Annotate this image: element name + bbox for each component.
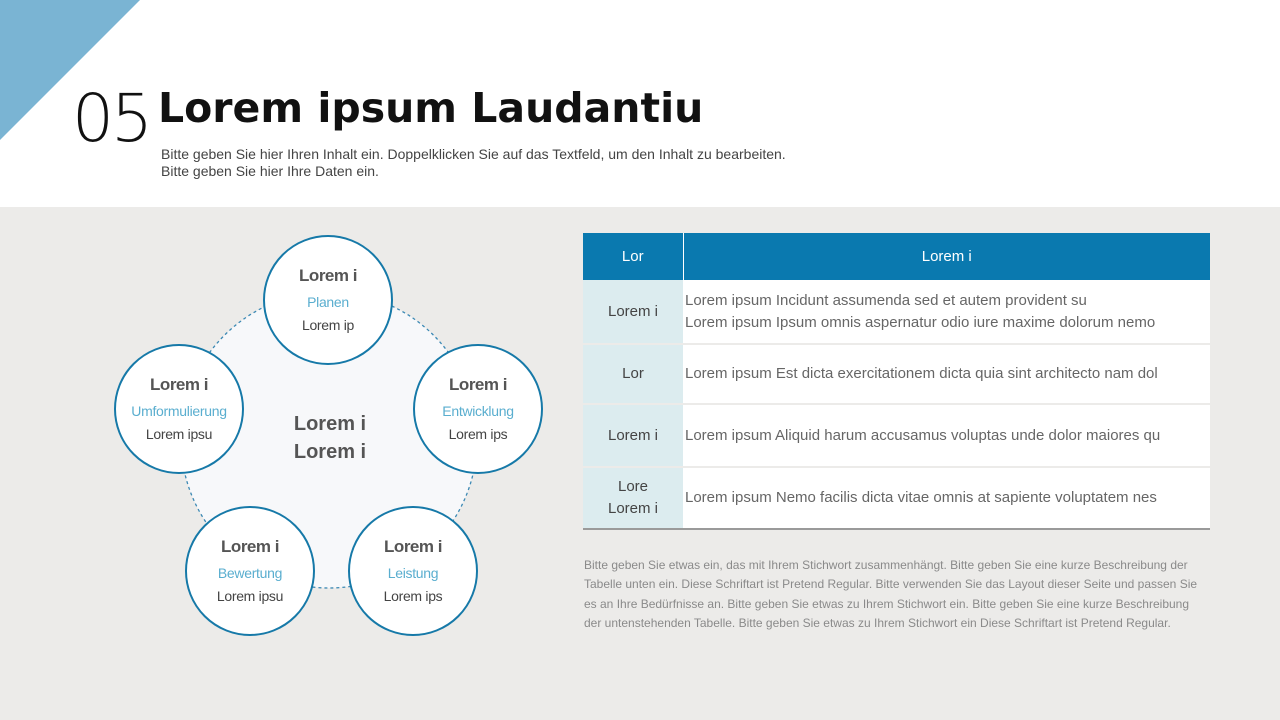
row-label: Lorem i [607,302,659,320]
table-row [583,344,1210,404]
node-description: Lorem ips [383,588,443,604]
row-label: Lor [622,365,644,382]
node-subtitle: Leistung [387,565,439,581]
row-text-line: Lorem ipsum Est dicta exercitationem dicta quia sint architecto nam dol [685,365,1158,382]
node-subtitle: Umformulierung [131,403,227,419]
node-subtitle: Planen [307,294,349,310]
row-text-cell [683,467,1210,529]
footnote-line: es an Ihre Bedürfnisse an. Bitte geben Sie etwas zu Ihrem Stichwort ein. Bitte geben Sie eine kurze Beschreibung [584,596,1190,611]
node-title: Lorem i [221,537,279,556]
row-text-cell [683,344,1210,404]
table-row [583,467,1210,529]
data-table [583,233,1210,530]
cycle-node-bewertung [185,506,315,636]
node-description: Lorem ipsu [145,426,213,442]
node-description: Lorem ip [301,317,355,333]
row-label-cell [583,404,683,467]
table-row [583,280,1210,344]
row-text-line: Lorem ipsum Ipsum omnis aspernatur odio iure maxime dolorum nemo [685,313,1156,331]
cycle-node-umformulierung [114,344,244,474]
node-title: Lorem i [150,375,208,394]
table-row [583,404,1210,467]
center-label [250,410,410,466]
node-description: Lorem ipsu [216,588,284,604]
row-label-cell [583,344,683,404]
center-label-line: Lorem i [293,413,367,435]
node-subtitle: Bewertung [217,565,283,581]
footnote-line: der untenstehenden Tabelle. Bitte geben Sie etwas zu Ihrem Stichwort ein Diese Schriftart ist Pretend Regular. [584,615,1171,630]
row-text-cell [683,280,1210,344]
cycle-node-planen [263,235,393,365]
subtitle-line: Bitte geben Sie hier Ihren Inhalt ein. Doppelklicken Sie auf das Textfeld, um den Inhalt zu bearbeiten. [161,146,786,162]
row-text-line: Lorem ipsum Aliquid harum accusamus voluptas unde dolor maiores qu [685,426,1161,444]
center-label-line: Lorem i [293,441,367,463]
row-text-line: Lorem ipsum Nemo facilis dicta vitae omnis at sapiente voluptatem nes [685,489,1157,506]
page-title: Lorem ipsum Laudantiu [158,84,704,132]
node-title: Lorem i [449,375,507,394]
table-header-content: Lorem i [683,233,1210,280]
row-label-cell [583,467,683,529]
table-header-label: Lor [583,233,683,280]
cycle-node-entwicklung [413,344,543,474]
table-footnote [584,556,1214,633]
node-description: Lorem ips [448,426,508,442]
slide-number: 05 [72,80,150,157]
node-title: Lorem i [299,266,357,285]
row-text-line: Lorem ipsum Incidunt assumenda sed et autem provident su [685,291,1087,309]
row-label-cell [583,280,683,344]
cycle-node-leistung [348,506,478,636]
row-label: Lorem i [607,426,659,444]
row-label: Lorem i [607,500,659,517]
row-text-cell [683,404,1210,467]
footnote-line: Bitte geben Sie etwas ein, das mit Ihrem Stichwort zusammenhängt. Bitte geben Sie eine kurze Beschreibung der [584,558,1188,572]
node-subtitle: Entwicklung [442,403,514,419]
subtitle-line: Bitte geben Sie hier Ihre Daten ein. [161,163,379,179]
row-label: Lore [617,478,649,495]
node-title: Lorem i [384,537,442,556]
table-header-row [583,233,1210,280]
footnote-line: Tabelle unten ein. Diese Schriftart ist Pretend Regular. Bitte verwenden Sie das Layout dieser Seite und passen Sie [584,577,1198,592]
